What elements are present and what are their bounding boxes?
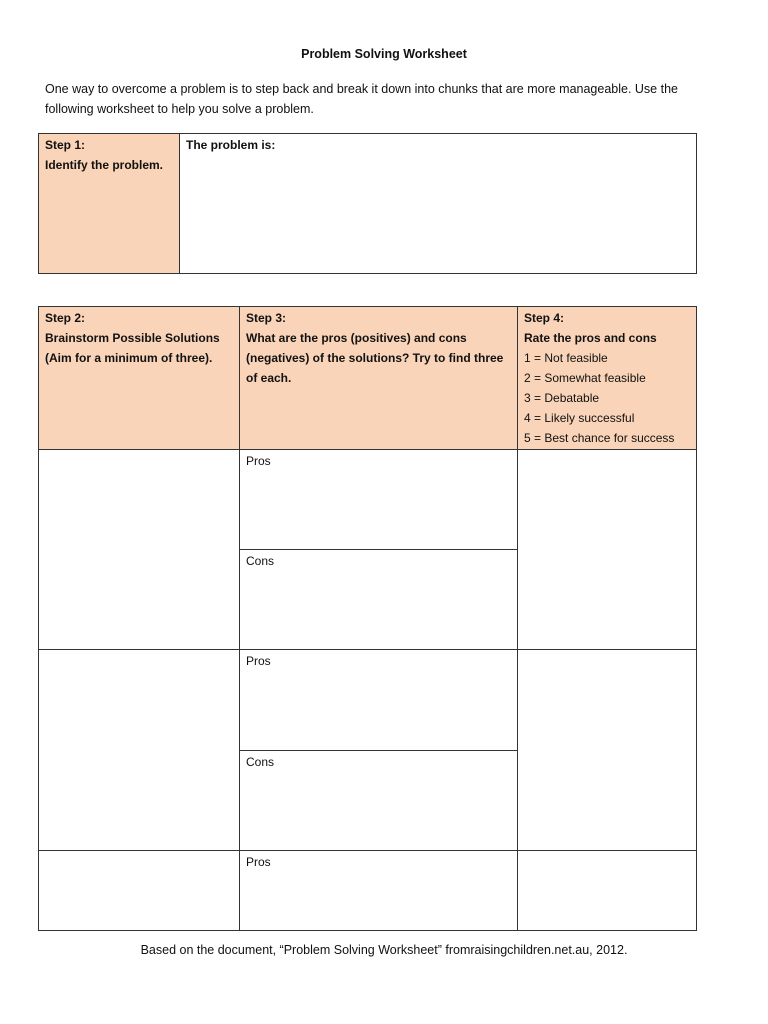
step2-line-2: (Aim for a minimum of three). — [45, 351, 213, 365]
problem-input-cell[interactable] — [180, 134, 697, 274]
step3-header-cell — [240, 307, 518, 450]
solution-1-pros-cell[interactable] — [240, 450, 518, 550]
step3-line-1: What are the pros (positives) and cons — [246, 331, 467, 345]
step1-table — [38, 133, 697, 274]
pros-label: Pros — [246, 654, 271, 668]
step3-line-2: (negatives) of the solutions? Try to find three — [246, 351, 504, 365]
step2-line-1: Brainstorm Possible Solutions — [45, 331, 220, 345]
rating-5: 5 = Best chance for success — [524, 431, 675, 445]
solution-2-cell[interactable] — [39, 650, 240, 851]
intro-line-1: One way to overcome a problem is to step back and break it down into chunks that are more manageable. Use the — [45, 82, 678, 96]
rating-2: 2 = Somewhat feasible — [524, 371, 646, 385]
problem-label: The problem is: — [186, 138, 276, 152]
intro-paragraph — [45, 79, 705, 119]
pros-label: Pros — [246, 855, 271, 869]
step4-label: Rate the pros and cons — [524, 331, 657, 345]
step4-header-cell — [518, 307, 697, 450]
solution-2-pros-cell[interactable] — [240, 650, 518, 751]
worksheet-title: Problem Solving Worksheet — [301, 47, 467, 61]
solution-1-cons-cell[interactable] — [240, 550, 518, 650]
cons-label: Cons — [246, 755, 275, 769]
solution-3-pros-cell[interactable] — [240, 851, 518, 931]
source-footnote: Based on the document, “Problem Solving Worksheet” fromraisingchildren.net.au, 2012. — [140, 943, 628, 957]
solution-2-cons-cell[interactable] — [240, 751, 518, 851]
rating-1: 1 = Not feasible — [524, 351, 608, 365]
intro-line-2: following worksheet to help you solve a problem. — [45, 102, 314, 116]
step1-label: Identify the problem. — [45, 158, 164, 172]
solution-3-cell[interactable] — [39, 851, 240, 931]
step3-line-3: of each. — [246, 371, 292, 385]
rating-3: 3 = Debatable — [524, 391, 600, 405]
step4-heading: Step 4: — [524, 311, 565, 325]
solution-3-rating-cell[interactable] — [518, 851, 697, 931]
step2-heading: Step 2: — [45, 311, 86, 325]
step1-header-cell — [39, 134, 180, 274]
step2-header-cell — [39, 307, 240, 450]
solutions-table — [38, 306, 697, 931]
step1-heading: Step 1: — [45, 138, 86, 152]
pros-label: Pros — [246, 454, 271, 468]
solution-1-rating-cell[interactable] — [518, 450, 697, 650]
step3-heading: Step 3: — [246, 311, 287, 325]
solution-1-cell[interactable] — [39, 450, 240, 650]
rating-4: 4 = Likely successful — [524, 411, 635, 425]
solution-2-rating-cell[interactable] — [518, 650, 697, 851]
cons-label: Cons — [246, 554, 275, 568]
